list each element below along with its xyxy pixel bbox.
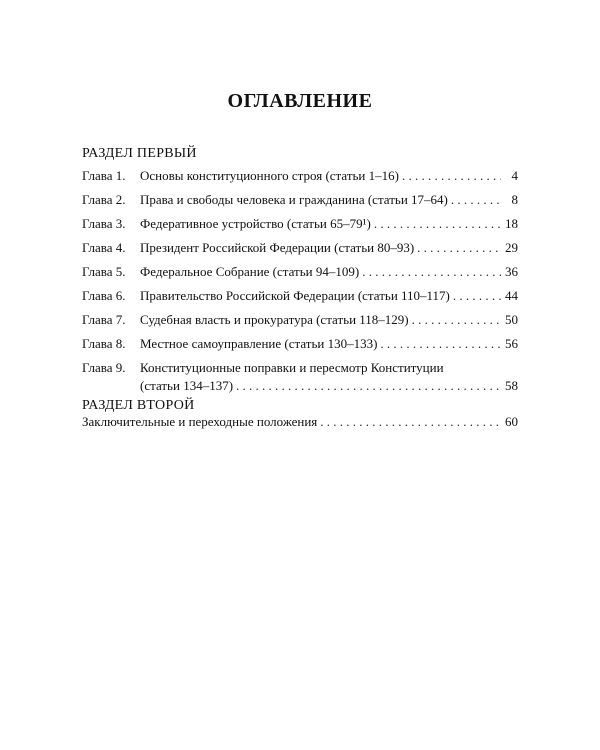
dot-leader xyxy=(451,192,501,208)
page-number: 4 xyxy=(511,168,518,183)
dot-leader xyxy=(374,216,501,232)
chapter-title: Местное самоуправление (статьи 130–133) xyxy=(140,336,378,351)
page-number: 50 xyxy=(505,312,518,327)
page-number: 56 xyxy=(505,336,518,351)
dot-leader xyxy=(412,312,501,328)
chapter-number: Глава 2. xyxy=(82,192,126,207)
dot-leader xyxy=(380,336,501,352)
page-number: 44 xyxy=(505,288,518,303)
chapter-number: Глава 4. xyxy=(82,240,126,255)
chapter-number: Глава 6. xyxy=(82,288,126,303)
toc-entry-chapter-2 xyxy=(82,192,518,208)
chapter-title: Президент Российской Федерации (статьи 80–93) xyxy=(140,240,415,255)
dot-leader xyxy=(236,378,501,394)
page-number: 36 xyxy=(505,264,518,279)
chapter-title-continued: (статьи 134–137) xyxy=(140,378,234,393)
chapter-title: Правительство Российской Федерации (статьи 110–117) xyxy=(140,288,450,303)
toc-entry-chapter-8 xyxy=(82,336,518,352)
chapter-number: Глава 3. xyxy=(82,216,126,231)
chapter-number: Глава 1. xyxy=(82,168,126,183)
chapter-title: Права и свободы человека и гражданина (статьи 17–64) xyxy=(140,192,448,207)
chapter-number: Глава 8. xyxy=(82,336,126,351)
page-number: 18 xyxy=(505,216,518,231)
chapter-title: Основы конституционного строя (статьи 1–16) xyxy=(140,168,399,183)
dot-leader xyxy=(362,264,501,280)
page-number: 8 xyxy=(511,192,518,207)
page-title: ОГЛАВЛЕНИЕ xyxy=(227,90,373,112)
section-title: Заключительные и переходные положения xyxy=(82,414,318,429)
toc-entry-chapter-3 xyxy=(82,216,518,232)
chapter-title: Федеративное устройство (статьи 65–79¹) xyxy=(140,216,371,231)
toc-entry-chapter-9 xyxy=(82,360,518,394)
dot-leader xyxy=(402,168,501,184)
chapter-number: Глава 5. xyxy=(82,264,126,279)
chapter-number: Глава 7. xyxy=(82,312,126,327)
chapter-title: Федеральное Собрание (статьи 94–109) xyxy=(140,264,360,279)
toc-entry-chapter-7 xyxy=(82,312,518,328)
section-heading-first: РАЗДЕЛ ПЕРВЫЙ xyxy=(82,146,197,161)
toc-entry-chapter-4 xyxy=(82,240,518,256)
chapter-title: Конституционные поправки и пересмотр Конституции xyxy=(140,360,444,375)
toc-entry-section-2 xyxy=(82,414,518,430)
chapter-title: Судебная власть и прокуратура (статьи 118–129) xyxy=(140,312,409,327)
dot-leader xyxy=(320,414,501,430)
dot-leader xyxy=(417,240,501,256)
page-number: 29 xyxy=(505,240,518,255)
toc-entry-chapter-6 xyxy=(82,288,518,304)
toc-entry-chapter-1 xyxy=(82,168,518,184)
section-heading-second: РАЗДЕЛ ВТОРОЙ xyxy=(82,398,195,413)
dot-leader xyxy=(453,288,501,304)
toc-entry-chapter-5 xyxy=(82,264,518,280)
page-number: 58 xyxy=(505,378,518,393)
chapter-number: Глава 9. xyxy=(82,360,126,375)
page-number: 60 xyxy=(505,414,518,429)
